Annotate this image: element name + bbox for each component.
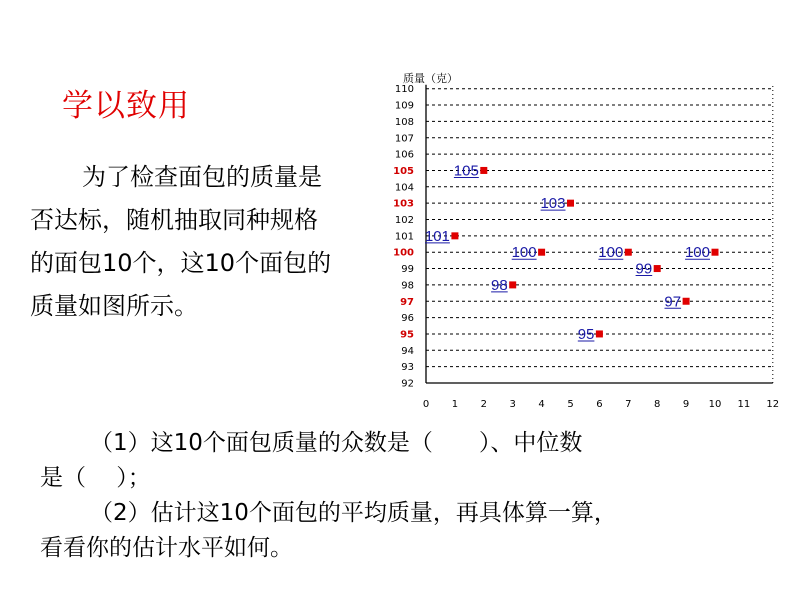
problem-line-3: 的面包10个，这10个面包的 bbox=[30, 249, 332, 277]
problem-line-2: 否达标，随机抽取同种规格 bbox=[30, 206, 318, 234]
data-points bbox=[425, 162, 719, 343]
question-2-text: （2）估计这10个面包的平均质量，再具体算一算， bbox=[90, 500, 617, 526]
questions bbox=[40, 426, 740, 566]
y-tick-label-102: 102 bbox=[394, 215, 414, 226]
x-tick-labels bbox=[423, 399, 779, 410]
y-axis-label: 质量（克） bbox=[403, 72, 458, 85]
x-tick-label-8: 8 bbox=[654, 399, 661, 410]
y-tick-label-98: 98 bbox=[401, 280, 414, 292]
x-tick-label-3: 3 bbox=[509, 399, 516, 410]
data-point-label-8: 99 bbox=[635, 260, 653, 278]
problem-line-1-text: 为了检查面包的质量是 bbox=[82, 163, 322, 191]
question-2-line-2: 看看你的估计水平如何。 bbox=[40, 535, 293, 561]
data-point-marker-1 bbox=[451, 232, 458, 239]
y-tick-label-103: 103 bbox=[393, 198, 414, 210]
question-1-line-1 bbox=[40, 426, 740, 461]
data-point-label-1: 101 bbox=[424, 227, 450, 245]
y-tick-label-94: 94 bbox=[401, 345, 414, 357]
problem-line-4: 质量如图所示。 bbox=[30, 292, 198, 320]
x-tick-label-2: 2 bbox=[480, 399, 487, 410]
data-point-label-9: 97 bbox=[664, 293, 682, 311]
x-tick-label-7: 7 bbox=[625, 399, 632, 410]
x-tick-label-10: 10 bbox=[708, 399, 722, 410]
y-tick-label-97: 97 bbox=[400, 296, 414, 308]
data-point-label-6: 95 bbox=[577, 325, 595, 343]
y-tick-label-107: 107 bbox=[394, 133, 414, 145]
x-tick-label-6: 6 bbox=[596, 399, 603, 410]
data-point-marker-10 bbox=[712, 249, 719, 256]
data-point-marker-7 bbox=[625, 249, 632, 256]
data-point-label-2: 105 bbox=[453, 162, 479, 180]
data-point-marker-5 bbox=[567, 200, 574, 207]
y-tick-label-100: 100 bbox=[393, 247, 414, 259]
data-point-marker-8 bbox=[654, 265, 661, 272]
y-tick-label-101: 101 bbox=[394, 231, 414, 243]
y-tick-label-110: 110 bbox=[394, 84, 414, 96]
data-point-marker-6 bbox=[596, 330, 603, 337]
y-tick-label-104: 104 bbox=[394, 182, 414, 194]
y-tick-label-96: 96 bbox=[401, 313, 414, 325]
x-tick-label-1: 1 bbox=[451, 399, 459, 410]
y-tick-labels bbox=[393, 84, 414, 389]
chart-axes bbox=[426, 85, 773, 383]
data-point-marker-9 bbox=[683, 298, 690, 305]
x-tick-label-5: 5 bbox=[567, 399, 574, 410]
x-tick-label-9: 9 bbox=[682, 399, 690, 410]
question-1-line-2: 是（ ）； bbox=[40, 465, 151, 491]
x-tick-label-12: 12 bbox=[766, 399, 780, 410]
question-1-text: （1）这10个面包质量的众数是（ ）、中位数 bbox=[90, 430, 583, 456]
x-tick-label-11: 11 bbox=[737, 399, 751, 410]
y-tick-label-93: 93 bbox=[401, 362, 414, 374]
data-point-label-5: 103 bbox=[540, 195, 566, 213]
data-point-label-4: 100 bbox=[511, 244, 537, 262]
y-tick-label-95: 95 bbox=[400, 329, 414, 341]
y-tick-label-109: 109 bbox=[394, 100, 414, 112]
data-point-marker-4 bbox=[538, 249, 545, 256]
data-point-label-7: 100 bbox=[598, 244, 624, 262]
x-tick-label-0: 0 bbox=[422, 399, 430, 410]
data-point-label-10: 100 bbox=[684, 244, 710, 262]
y-tick-label-99: 99 bbox=[401, 264, 414, 276]
y-tick-label-105: 105 bbox=[393, 165, 414, 177]
data-point-marker-3 bbox=[509, 281, 516, 288]
data-point-marker-2 bbox=[480, 167, 487, 174]
y-tick-label-92: 92 bbox=[401, 378, 414, 390]
section-heading: 学以致用 bbox=[62, 88, 190, 124]
y-tick-label-106: 106 bbox=[394, 149, 414, 161]
x-tick-label-4: 4 bbox=[538, 399, 545, 410]
y-tick-label-108: 108 bbox=[394, 116, 414, 128]
data-point-label-3: 98 bbox=[491, 276, 508, 294]
chart-gridlines bbox=[426, 89, 773, 367]
question-2-line-1 bbox=[40, 496, 740, 531]
